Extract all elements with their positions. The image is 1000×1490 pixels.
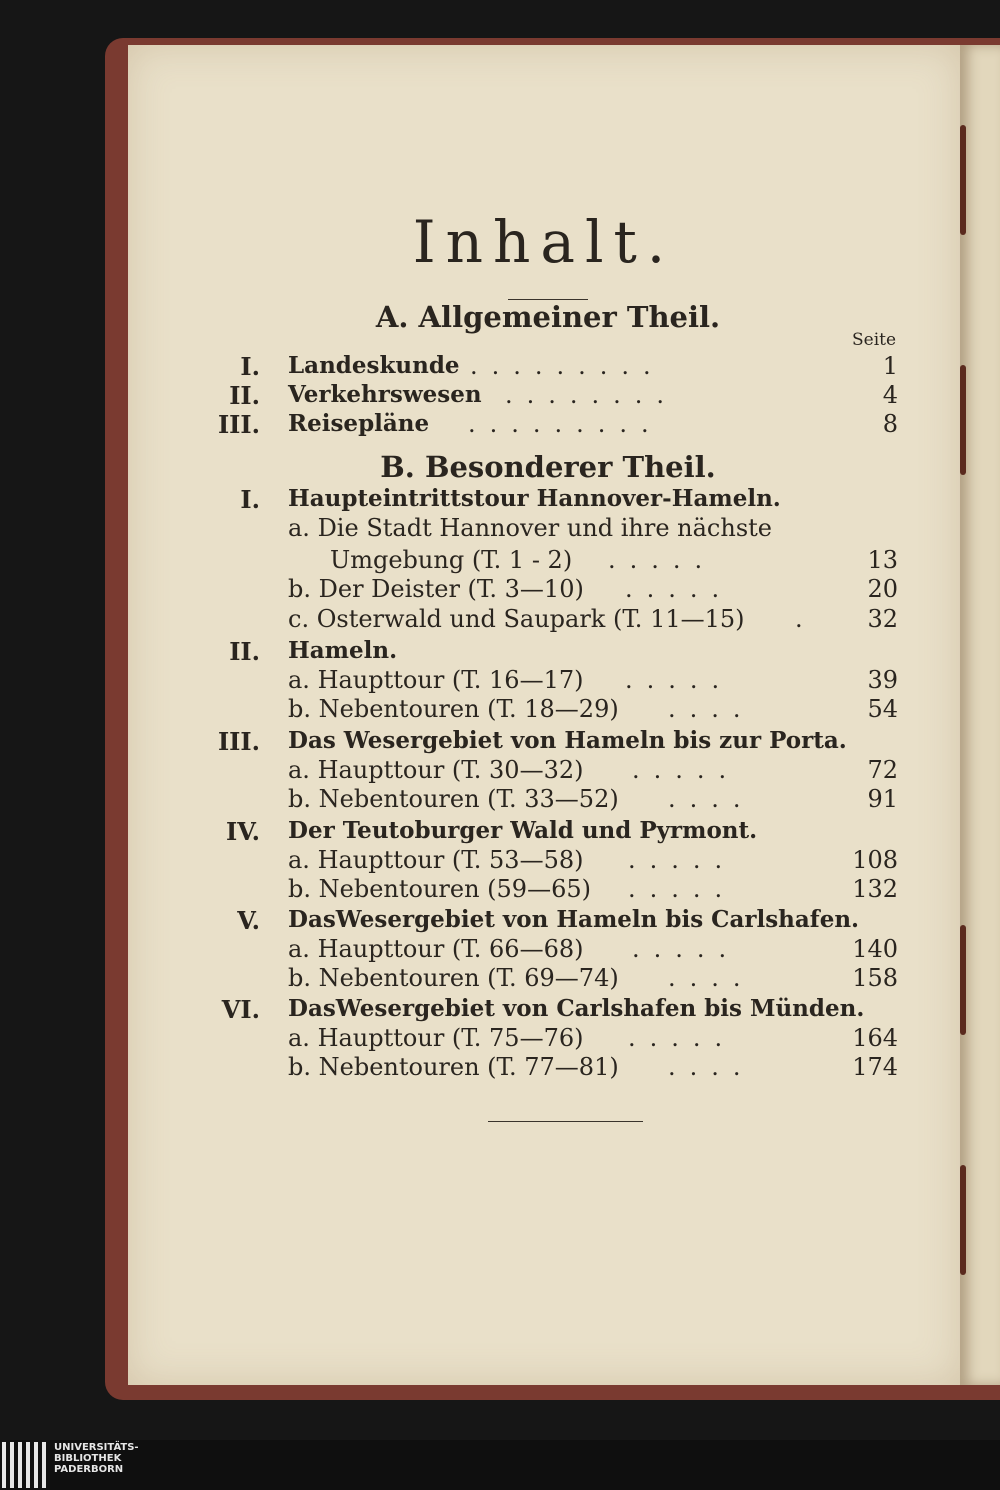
toc-row xyxy=(0,785,1000,815)
toc-leader-dots: ..... xyxy=(628,846,737,874)
toc-row-text: Haupteintrittstour Hannover-Hameln. xyxy=(288,485,781,512)
toc-row-page: 39 xyxy=(867,666,898,694)
toc-row-text: b. Nebentouren (T. 69—74) xyxy=(288,964,619,992)
toc-row-page: 140 xyxy=(852,935,898,963)
toc-row-number: III. xyxy=(217,410,260,439)
toc-row-text: a. Haupttour (T. 16—17) xyxy=(288,666,584,694)
library-logo-text xyxy=(54,1442,139,1475)
toc-leader-dots: ..... xyxy=(632,756,741,784)
toc-row-text: b. Nebentouren (T. 18—29) xyxy=(288,695,619,723)
toc-row xyxy=(0,875,1000,905)
toc-leader-dots: ..... xyxy=(625,575,734,603)
toc-row xyxy=(0,695,1000,725)
toc-leader-dots: ..... xyxy=(625,666,734,694)
binding-thread xyxy=(960,125,966,235)
toc-row-text: Reisepläne xyxy=(288,410,430,437)
toc-row-page: 158 xyxy=(852,964,898,992)
toc-row-text: Umgebung (T. 1 - 2) xyxy=(330,546,573,574)
toc-row-number: III. xyxy=(217,727,260,756)
toc-row-page: 4 xyxy=(882,381,898,409)
toc-row-page: 174 xyxy=(852,1053,898,1081)
toc-row-text: Der Teutoburger Wald und Pyrmont. xyxy=(288,817,758,844)
toc-row xyxy=(0,995,1000,1025)
toc-row-text: b. Nebentouren (T. 77—81) xyxy=(288,1053,619,1081)
toc-leader-dots: ..... xyxy=(628,1024,737,1052)
toc-row xyxy=(0,1024,1000,1054)
toc-row xyxy=(0,575,1000,605)
logo-line-1: UNIVERSITÄTS- xyxy=(54,1442,139,1453)
toc-row-text: DasWesergebiet von Hameln bis Carlshafen. xyxy=(288,906,860,933)
toc-row xyxy=(0,1053,1000,1083)
toc-row-number: IV. xyxy=(225,817,260,846)
toc-row-text: DasWesergebiet von Carlshafen bis Münden. xyxy=(288,995,865,1022)
toc-row-text: a. Haupttour (T. 53—58) xyxy=(288,846,584,874)
toc-leader-dots: .... xyxy=(668,785,755,813)
toc-row-page: 1 xyxy=(882,352,898,380)
toc-row-number: V. xyxy=(237,906,260,935)
toc-row-page: 20 xyxy=(867,575,898,603)
library-logo-icon xyxy=(2,1442,48,1488)
toc-row xyxy=(0,846,1000,876)
toc-row-number: I. xyxy=(240,485,260,514)
toc-row xyxy=(0,485,1000,515)
toc-leader-dots: ..... xyxy=(632,935,741,963)
toc-row-text: b. Der Deister (T. 3—10) xyxy=(288,575,584,603)
toc-row-text: Landeskunde xyxy=(288,352,460,379)
toc-row xyxy=(0,546,1000,576)
page-column-label: Seite xyxy=(852,330,897,350)
logo-line-3: PADERBORN xyxy=(54,1464,124,1475)
toc-row xyxy=(0,637,1000,667)
toc-leader-dots: ........ xyxy=(505,381,679,409)
toc-leader-dots: .... xyxy=(668,695,755,723)
toc-row xyxy=(0,381,1000,411)
library-logo-bar xyxy=(0,1440,1000,1490)
toc-row-text: a. Haupttour (T. 66—68) xyxy=(288,935,584,963)
toc-row-text: b. Nebentouren (59—65) xyxy=(288,875,591,903)
toc-leader-dots: .... xyxy=(668,964,755,992)
toc-leader-dots: ......... xyxy=(470,352,665,380)
toc-row-page: 91 xyxy=(867,785,898,813)
toc-row-number: II. xyxy=(229,637,260,666)
toc-row-text: Hameln. xyxy=(288,637,398,664)
toc-row xyxy=(0,935,1000,965)
page-title: Inhalt. xyxy=(412,208,676,276)
binding-thread xyxy=(960,1165,966,1275)
toc-row-page: 108 xyxy=(852,846,898,874)
toc-row-text: c. Osterwald und Saupark (T. 11—15) xyxy=(288,605,745,633)
toc-row xyxy=(0,514,1000,544)
toc-leader-dots: . xyxy=(795,605,817,633)
toc-row-text: a. Haupttour (T. 30—32) xyxy=(288,756,584,784)
toc-leader-dots: ..... xyxy=(628,875,737,903)
toc-row-number: II. xyxy=(229,381,260,410)
toc-row-text: a. Die Stadt Hannover und ihre nächste xyxy=(288,514,772,542)
toc-row xyxy=(0,756,1000,786)
toc-row-text: Verkehrswesen xyxy=(288,381,482,408)
toc-leader-dots: ......... xyxy=(468,410,663,438)
toc-row-number: I. xyxy=(240,352,260,381)
toc-row-text: b. Nebentouren (T. 33—52) xyxy=(288,785,619,813)
toc-leader-dots: ..... xyxy=(608,546,717,574)
toc-row xyxy=(0,727,1000,757)
toc-row xyxy=(0,666,1000,696)
toc-row xyxy=(0,410,1000,440)
section-heading-b: B. Besonderer Theil. xyxy=(380,450,716,484)
toc-row-page: 54 xyxy=(867,695,898,723)
toc-row-text: a. Haupttour (T. 75—76) xyxy=(288,1024,584,1052)
section-heading-a: A. Allgemeiner Theil. xyxy=(375,300,721,334)
toc-row-text: Das Wesergebiet von Hameln bis zur Porta. xyxy=(288,727,847,754)
toc-row xyxy=(0,906,1000,936)
toc-leader-dots: .... xyxy=(668,1053,755,1081)
toc-row-page: 132 xyxy=(852,875,898,903)
toc-row-page: 32 xyxy=(867,605,898,633)
toc-row xyxy=(0,352,1000,382)
toc-row-page: 8 xyxy=(882,410,898,438)
toc-row xyxy=(0,817,1000,847)
end-rule xyxy=(488,1121,643,1122)
toc-row xyxy=(0,964,1000,994)
toc-row-page: 164 xyxy=(852,1024,898,1052)
toc-row-number: VI. xyxy=(221,995,260,1024)
toc-row-page: 72 xyxy=(867,756,898,784)
toc-row-page: 13 xyxy=(867,546,898,574)
toc-row xyxy=(0,605,1000,635)
logo-line-2: BIBLIOTHEK xyxy=(54,1453,122,1464)
